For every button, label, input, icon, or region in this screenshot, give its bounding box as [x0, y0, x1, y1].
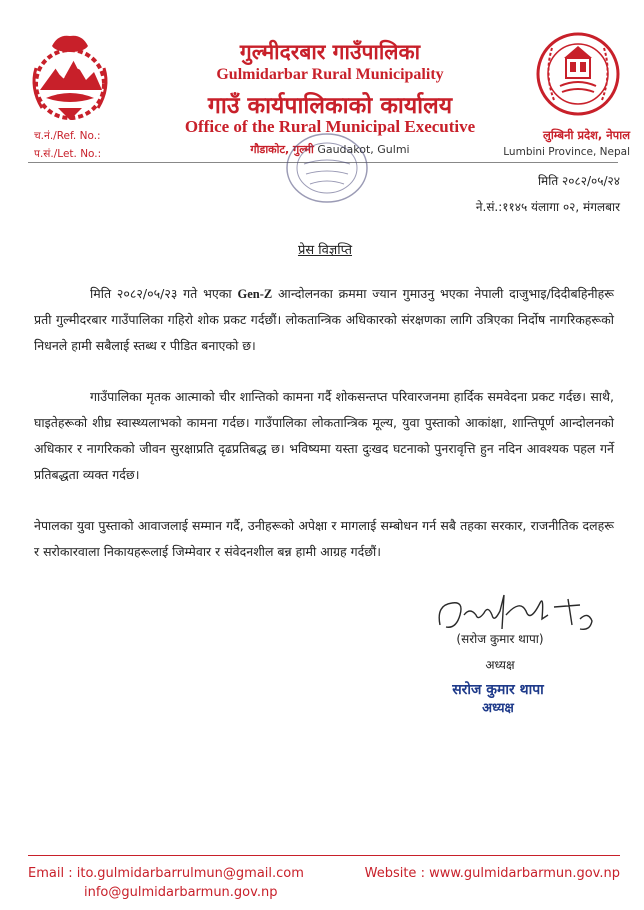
- website-label: Website :: [364, 866, 425, 881]
- email-link-1[interactable]: ito.gulmidarbarrulmun@gmail.com: [76, 866, 304, 881]
- nepal-emblem-logo: [22, 28, 118, 126]
- address-nepali: गौडाकोट, गुल्मी: [250, 143, 314, 156]
- office-name-english: Office of the Rural Municipal Executive: [184, 117, 476, 136]
- paragraph-2: गाउँपालिका मृतक आत्माको चीर शान्तिको कामना गर्दै शोकसन्तप्त परिवारजनमा हार्दिक समवेदना प्रकट गर्दछ। साथै, घाइतेहरूको शीघ्र स्वास्थ्यलाभको कामना गर्दछ। गाउँपालिका लोकतान्त्रिक मूल्य, युवा पुस्ताको आकांक्षा, शान्तिपूर्ण आन्दोलनको अधिकार र नागरिकको जीवन सुरक्षाप्रति दृढप्रतिबद्ध छ। भविष्यमा यस्ता दुःखद घटनाको पुनरावृत्ति हुन नदिन आवश्यक पहल गर्ने प्रतिबद्धता व्यक्त गर्दछ।: [34, 389, 614, 482]
- gen-z-term: Gen-Z: [237, 287, 273, 301]
- press-release-title: प्रेस विज्ञप्ति: [297, 243, 353, 258]
- municipality-name-nepali: गुल्मीदरबार गाउँपालिका: [239, 40, 421, 64]
- footer-divider: [28, 855, 620, 856]
- paragraph-1: [34, 281, 614, 359]
- signatory-name: (सरोज कुमार थापा): [456, 632, 544, 646]
- ref-no-label: च.नं./Ref. No.:: [34, 130, 101, 142]
- footer-email-line: [28, 866, 304, 881]
- signatory-designation: अध्यक्ष: [485, 658, 515, 672]
- address-english: Gaudakot, Gulmi: [317, 143, 410, 156]
- letter-date: मिति २०८२/०५/२४: [537, 174, 620, 188]
- paragraph-1-part-a: मिति २०८२/०५/२३ गते भएका: [90, 286, 238, 301]
- email-label: Email :: [28, 866, 73, 881]
- paragraph-1-part-b: आन्दोलनका क्रममा ज्यान गुमाउनु भएका नेपाली दाजुभाइ/दिदीबहिनीहरू प्रती गुल्मीदरबार गाउँपालिका गहिरो शोक प्रकट गर्दछौं। लोकतान्त्रिक अधिकारको संरक्षणका लागि उत्रिएका निर्दोष नागरिकहरूको निधनले हामी सबैलाई स्तब्ध र पीडित बनाएको छ।: [34, 286, 614, 353]
- letter-number: ने.सं.:११४५ यंलागा ०२, मंगलबार: [475, 200, 620, 214]
- office-name-nepali: गाउँ कार्यपालिकाको कार्यालय: [207, 93, 453, 119]
- footer-website-line: [338, 866, 620, 881]
- designation-stamp: अध्यक्ष: [482, 701, 514, 716]
- office-seal-stamp: [282, 128, 372, 208]
- name-stamp: सरोज कुमार थापा: [452, 682, 544, 698]
- municipality-seal-logo: [532, 24, 624, 120]
- province-english: Lumbini Province, Nepal: [503, 146, 630, 158]
- website-link[interactable]: www.gulmidarbarmun.gov.np: [429, 866, 620, 881]
- let-no-label: प.सं./Let. No.:: [34, 148, 102, 160]
- paragraph-3: नेपालका युवा पुस्ताको आवाजलाई सम्मान गर्दै, उनीहरूको अपेक्षा र मागलाई सम्बोधन गर्न सबै तहका सरकार, राजनीतिक दलहरू र सरोकारवाला निकायहरूलाई जिम्मेवार र संवेदनशील बन्न हामी आग्रह गर्दछौं।: [34, 518, 614, 559]
- province-nepali: लुम्बिनी प्रदेश, नेपाल: [543, 128, 630, 142]
- municipality-name-english: Gulmidarbar Rural Municipality: [216, 66, 444, 83]
- email-link-2[interactable]: info@gulmidarbarmun.gov.np: [84, 885, 278, 900]
